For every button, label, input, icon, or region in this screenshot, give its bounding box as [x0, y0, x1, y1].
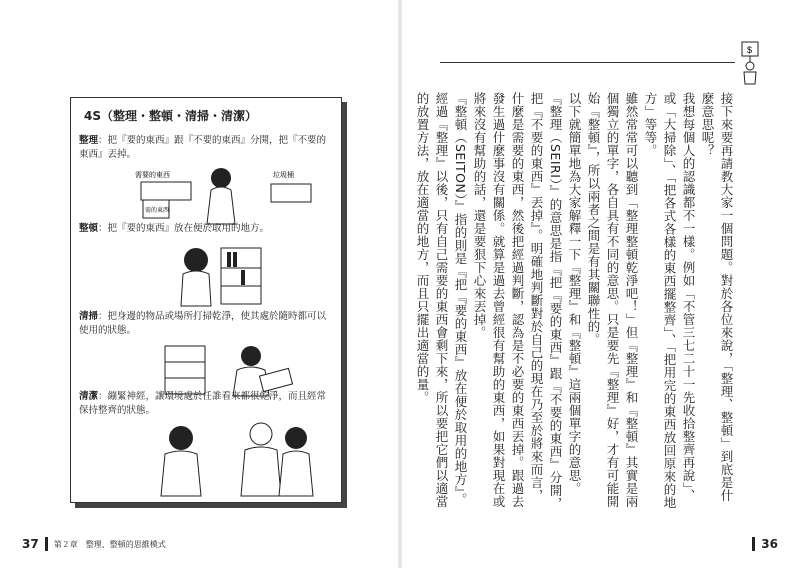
illustration-shelving: [171, 240, 271, 308]
right-footer: [752, 537, 778, 551]
footer-bar-right: [752, 537, 755, 551]
paragraph: 以下就簡單地為大家解釋一下『整理』和『整頓』這兩個單字的意思。: [567, 92, 582, 495]
text-seiketsu: ：繃緊神經，讓環境處於任誰看來都很乾淨，而且經常保持整齊的狀態。: [79, 391, 327, 416]
person-body: [207, 187, 235, 224]
text-seiton: ：把『要的東西』放在便於取用的地方。: [98, 223, 270, 234]
garbage-box: [271, 184, 311, 202]
section-seiton: [79, 222, 334, 236]
paragraph: 『整理（SEIRI）』的意思是指『把『要的東西』跟『不要的東西』分開，把『不要的東西』丟掉』。明確地判斷對於自己的現在乃至於將來而言，什麼是需要的東西，然後把經過判斷，認為是不必要的東西丟掉。跟過去發生過什麼事沒有關係。就算是過去曾經很有幫助的東西，如果對現在或將來沒有幫助的話，還是要狠下心來丟掉。: [472, 92, 563, 511]
label-garbage: 垃圾桶: [273, 172, 294, 179]
term-seiso: 清掃: [79, 311, 99, 322]
label-needed2: 需的東西: [145, 208, 170, 214]
term-seiketsu: 清潔: [79, 391, 99, 402]
person-holding-sign-icon: [739, 40, 763, 86]
person-head: [211, 168, 231, 188]
text-seiso: ：把身邊的物品或場所打掃乾淨，使其處於隨時都可以使用的狀態。: [79, 311, 327, 336]
right-page: [400, 0, 800, 568]
term-seiton: 整頓: [79, 223, 99, 234]
section-seiketsu: [79, 390, 334, 418]
label-needed: 需要的東西: [135, 172, 170, 179]
body-text: [413, 92, 736, 512]
chapter-title: 第２章 整理、整頓的思維模式: [53, 539, 166, 549]
box-title: 4S（整理・整頓・清掃・清潔）: [84, 109, 257, 123]
4s-definition-box: [70, 97, 342, 503]
term-seiri: 整理: [79, 135, 99, 146]
header-rule: [440, 62, 735, 63]
paragraph: 接下來要再請教大家一個問題。對於各位來說，「整理、整頓」到底是什麼意思呢？: [700, 92, 734, 502]
page-number-right: 36: [761, 537, 778, 551]
illustration-team: [141, 420, 331, 498]
paragraph: 『整頓（SEITON）』指的則是『把『要的東西』放在便於取用的地方』。經過『整理』以後，只有自己需要的東西會剩下來，所以要把它們以適當的放置方法，放在適當的地方，而且只擺出適當的量。: [415, 92, 468, 508]
paragraph: 我想每個人的認識都不一樣。例如「不管三七二十一先收拾整齊再說」、或「大掃除」、「把各式各樣的東西擺整齊」、「把用完的東西放回原來的地方」等等。: [643, 92, 696, 509]
text-seiri: ：把『要的東西』跟『不要的東西』分開，把『不要的東西』丟掉。: [79, 135, 327, 160]
footer-bar-left: [45, 537, 48, 551]
svg-text:$: $: [747, 45, 753, 55]
needed-box: [141, 182, 191, 200]
section-seiso: [79, 310, 334, 338]
paragraph: 雖然常常可以聽到「整理整頓乾淨吧！」但『整理』和『整頓』其實是兩個獨立的單字，各自具有不同的意思。只是要先『整理』好，才有可能開始『整頓』，所以兩者之間是有其關聯性的。: [586, 92, 639, 508]
page-number-left: 37: [22, 537, 39, 551]
left-footer: [22, 537, 166, 551]
section-seiri: [79, 134, 334, 162]
